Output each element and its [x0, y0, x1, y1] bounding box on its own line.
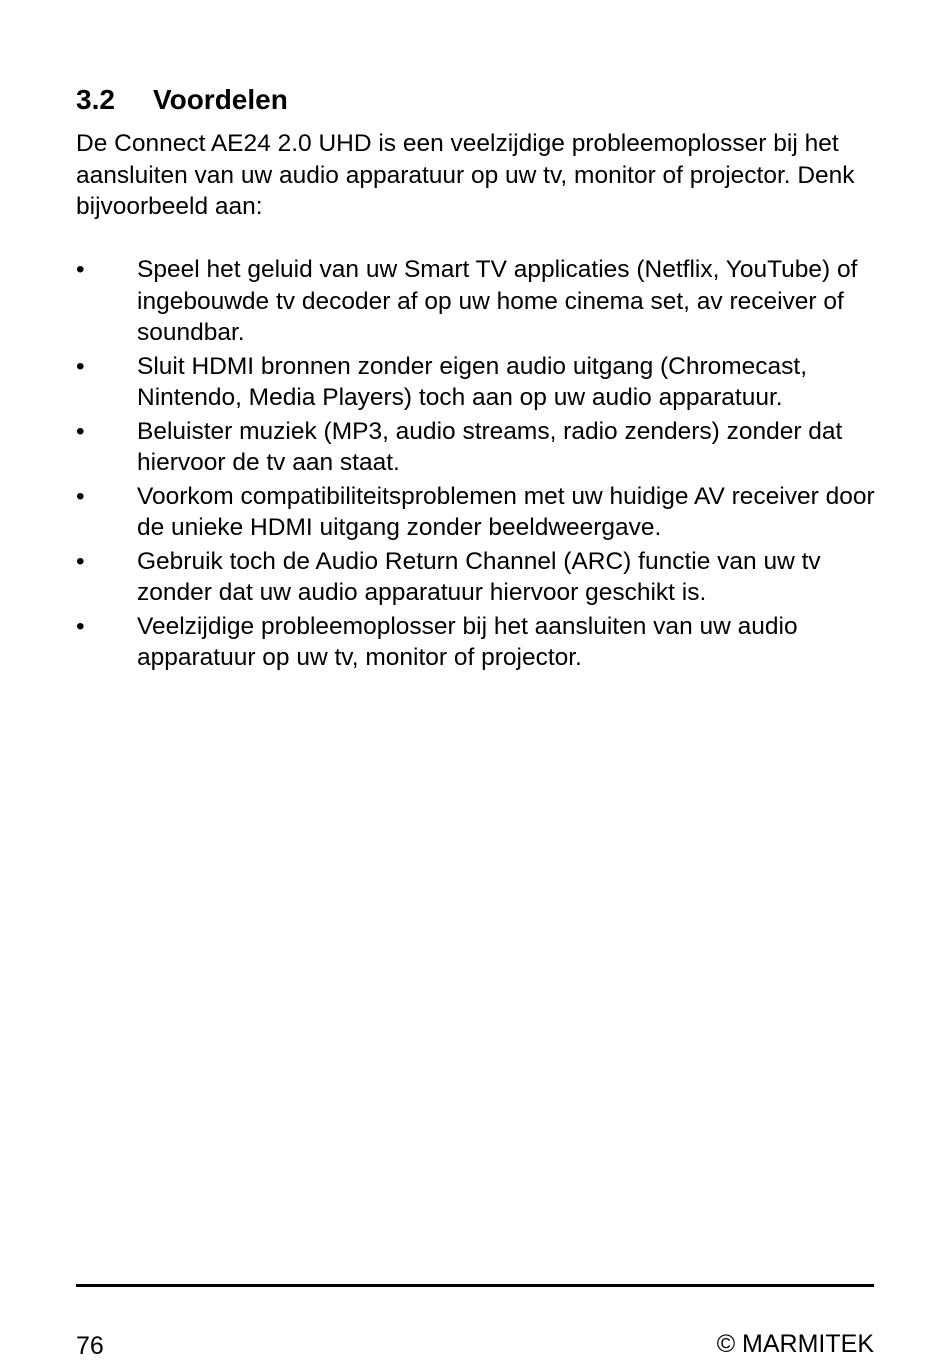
- list-item: [76, 611, 876, 674]
- bullet-icon: •: [76, 482, 85, 510]
- list-item-text: Speel het geluid van uw Smart TV applicaties (Netflix, YouTube) of ingebouwde tv decoder af op uw home cinema set, av receiver of soundbar.: [137, 256, 858, 346]
- section-heading: [76, 83, 288, 117]
- advantages-list: [76, 254, 876, 676]
- section-number: 3.2: [76, 84, 115, 115]
- footer-divider: [76, 1284, 874, 1287]
- bullet-icon: •: [76, 256, 85, 283]
- list-item: [76, 546, 876, 609]
- list-item: [76, 481, 876, 544]
- list-item-text: Veelzijdige probleemoplosser bij het aansluiten van uw audio apparatuur op uw tv, monitor of projector.: [137, 612, 798, 671]
- list-item-text: Voorkom compatibiliteitsproblemen met uw huidige AV receiver door de unieke HDMI uitgang zonder beeldweergave.: [137, 482, 875, 541]
- list-item: [76, 416, 876, 479]
- section-title: Voordelen: [153, 84, 288, 115]
- list-item: [76, 254, 876, 349]
- copyright-notice: © MARMITEK: [716, 1330, 874, 1358]
- list-item: [76, 351, 876, 414]
- bullet-icon: •: [76, 417, 85, 445]
- list-item-text: Beluister muziek (MP3, audio streams, radio zenders) zonder dat hiervoor de tv aan staat.: [137, 417, 843, 476]
- list-item-text: Gebruik toch de Audio Return Channel (ARC) functie van uw tv zonder dat uw audio apparatuur hiervoor geschikt is.: [137, 547, 821, 606]
- bullet-icon: •: [76, 547, 85, 575]
- intro-paragraph: De Connect AE24 2.0 UHD is een veelzijdige probleemoplosser bij het aansluiten van uw audio apparatuur op uw tv, monitor of projector. Denk bijvoorbeeld aan:: [76, 130, 855, 220]
- bullet-icon: •: [76, 612, 85, 640]
- list-item-text: Sluit HDMI bronnen zonder eigen audio uitgang (Chromecast, Nintendo, Media Players) toch aan op uw audio apparatuur.: [137, 352, 808, 411]
- bullet-icon: •: [76, 352, 85, 380]
- page-number: 76: [76, 1332, 104, 1360]
